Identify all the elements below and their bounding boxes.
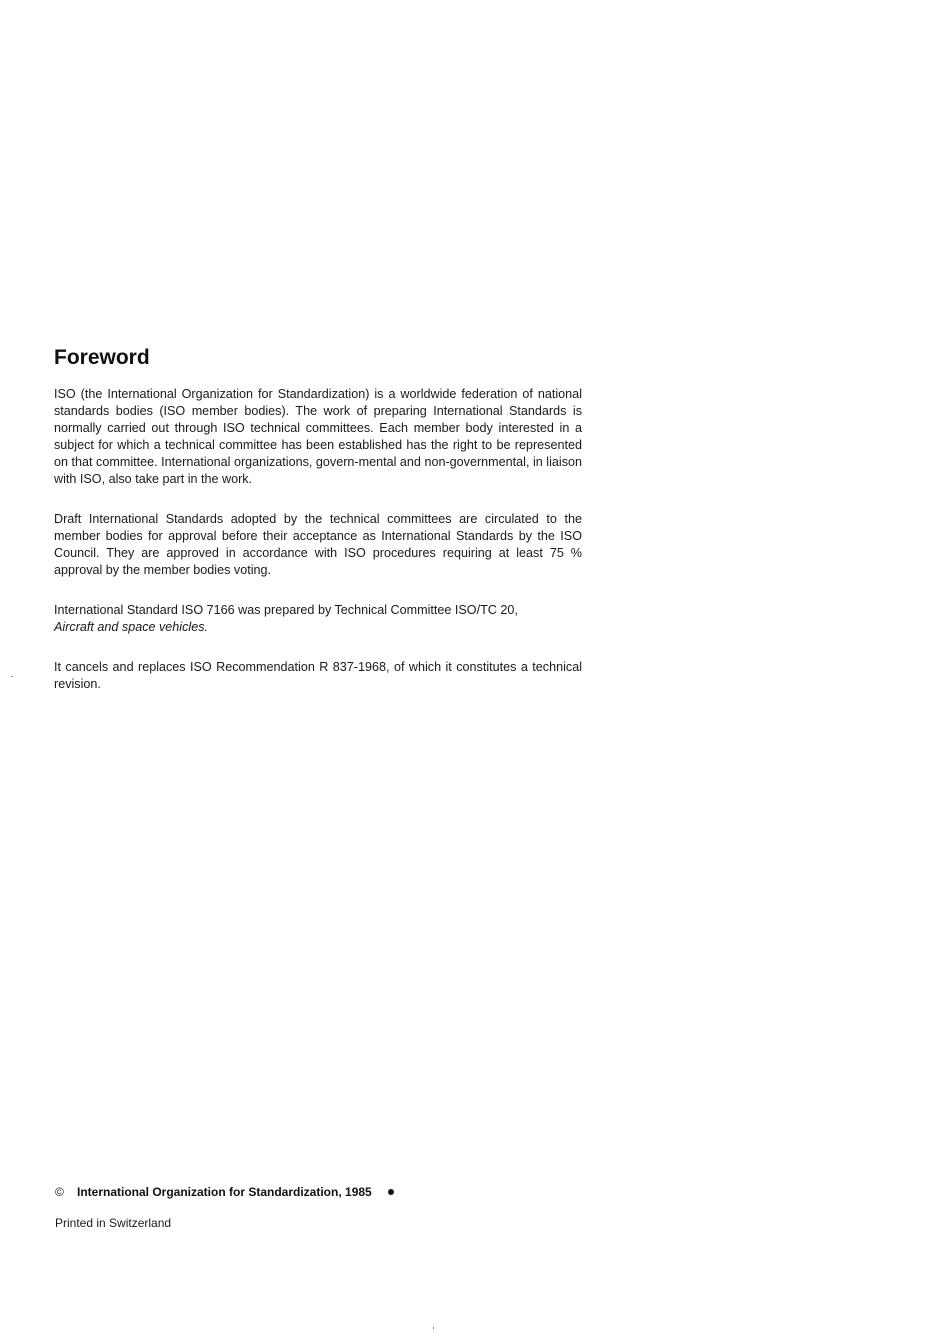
bullet-icon xyxy=(388,1189,394,1195)
copyright-line xyxy=(55,1184,394,1201)
printed-location: Printed in Switzerland xyxy=(55,1216,172,1230)
page-title: Foreword xyxy=(54,346,150,369)
paragraph-3-text: International Standard ISO 7166 was prepared by Technical Committee ISO/TC 20, xyxy=(54,603,518,617)
scan-speck xyxy=(11,676,13,677)
foreword-paragraph-1: ISO (the International Organization for Standardization) is a worldwide federation of national standards bodies (ISO member bodies). The work of preparing International Standards is normally carried out through ISO technical committees. Each member body interested in a subject for which a technical committee has been established has the right to be represented on that committee. International organizations, govern-mental and non-governmental, in liaison with ISO, also take part in the work. xyxy=(54,387,582,486)
copyright-icon: © xyxy=(55,1185,64,1199)
foreword-paragraph-4: It cancels and replaces ISO Recommendation R 837-1968, of which it constitutes a technical revision. xyxy=(54,660,582,691)
foreword-paragraph-2: Draft International Standards adopted by the technical committees are circulated to the member bodies for approval before their acceptance as International Standards by the ISO Council. They are approved in accordance with ISO procedures requiring at least 75 % approval by the member bodies voting. xyxy=(54,512,582,577)
foreword-paragraph-3 xyxy=(54,602,582,636)
copyright-text: International Organization for Standardization, 1985 xyxy=(77,1185,372,1199)
scan-speck xyxy=(433,1327,434,1329)
committee-title: Aircraft and space vehicles. xyxy=(54,620,208,634)
